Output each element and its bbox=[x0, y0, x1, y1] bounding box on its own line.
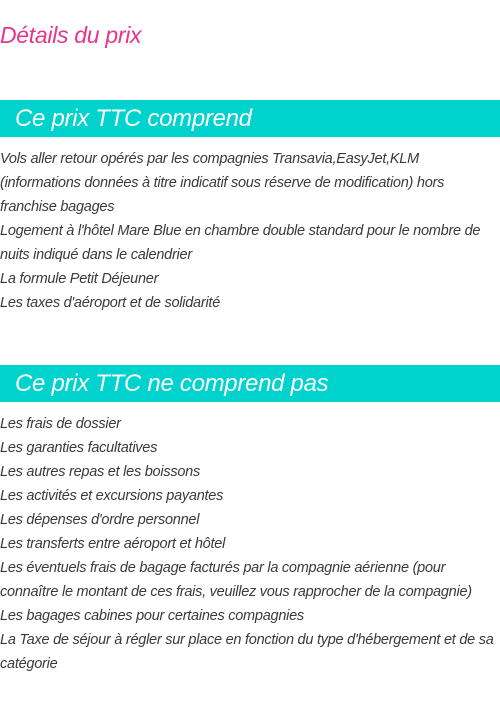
list-item: Les garanties facultatives bbox=[0, 440, 158, 456]
list-item: La formule Petit Déjeuner bbox=[0, 271, 159, 287]
list-item: Les dépenses d'ordre personnel bbox=[0, 512, 200, 528]
list-item: Les taxes d'aéroport et de solidarité bbox=[0, 295, 221, 311]
list-item: Logement à l'hôtel Mare Blue en chambre double standard pour le nombre de nuits indiqué dans le calendrier bbox=[0, 223, 481, 263]
list-item: Les éventuels frais de bagage facturés par la compagnie aérienne (pour connaître le montant de ces frais, veuillez vous rapprocher de la compagnie) bbox=[0, 560, 472, 600]
excluded-section-header: Ce prix TTC ne comprend pas bbox=[0, 365, 500, 402]
list-item: Les frais de dossier bbox=[0, 416, 121, 432]
included-list bbox=[0, 147, 498, 315]
list-item: Les activités et excursions payantes bbox=[0, 488, 224, 504]
list-item: Vols aller retour opérés par les compagnies Transavia,EasyJet,KLM (informations données à titre indicatif sous réserve de modification) hors franchise bagages bbox=[0, 151, 445, 215]
page-title: Détails du prix bbox=[0, 22, 142, 48]
excluded-list bbox=[0, 412, 498, 676]
list-item: Les autres repas et les boissons bbox=[0, 464, 200, 480]
included-section-header: Ce prix TTC comprend bbox=[0, 100, 500, 137]
list-item: Les transferts entre aéroport et hôtel bbox=[0, 536, 226, 552]
list-item: La Taxe de séjour à régler sur place en fonction du type d'hébergement et de sa catégorie bbox=[0, 632, 494, 672]
list-item: Les bagages cabines pour certaines compagnies bbox=[0, 608, 304, 624]
